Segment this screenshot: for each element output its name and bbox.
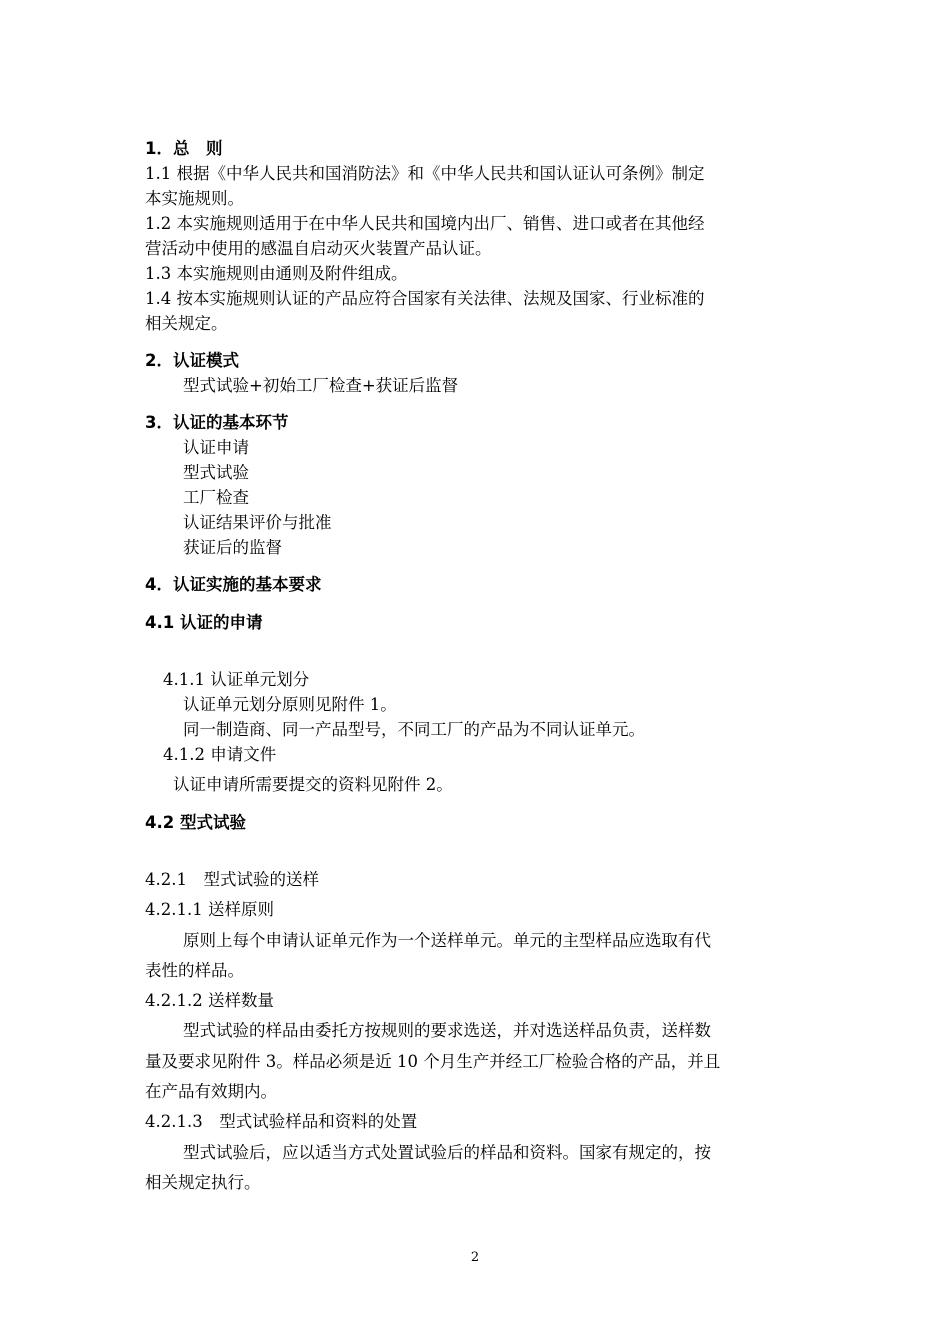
section-3-item: 型式试验 (183, 463, 249, 482)
section-3-item: 获证后的监督 (183, 538, 282, 557)
paragraph-4-2-1-3-line-1: 型式试验后，应以适当方式处置试验后的样品和资料。国家有规定的，按 (183, 1143, 711, 1162)
section-3-item: 认证结果评价与批准 (183, 513, 332, 532)
paragraph-1-4-line-1: 1.4 按本实施规则认证的产品应符合国家有关法律、法规及国家、行业标准的 (145, 289, 705, 308)
subsection-4-2-1-1: 4.2.1.1 送样原则 (145, 900, 274, 919)
paragraph-1-2-line-1: 1.2 本实施规则适用于在中华人民共和国境内出厂、销售、进口或者在其他经 (145, 214, 705, 233)
paragraph-4-2-1-2-line-2: 量及要求见附件 3。样品必须是近 10 个月生产并经工厂检验合格的产品，并且 (145, 1052, 721, 1071)
paragraph-4-2-1-1-line-1: 原则上每个申请认证单元作为一个送样单元。单元的主型样品应选取有代 (183, 931, 711, 950)
paragraph-1-2-line-2: 营活动中使用的感温自启动灭火装置产品认证。 (145, 239, 492, 258)
section-1-heading: 1．总 则 (145, 139, 223, 158)
section-3-item: 认证申请 (183, 438, 249, 457)
paragraph-1-4-line-2: 相关规定。 (145, 314, 228, 333)
paragraph-1-3: 1.3 本实施规则由通则及附件组成。 (145, 264, 408, 283)
paragraph-4-2-1-2-line-3: 在产品有效期内。 (145, 1082, 277, 1101)
subsection-4-2-1-2: 4.2.1.2 送样数量 (145, 991, 274, 1010)
page-number: 2 (470, 1250, 480, 1265)
subsection-4-2-1: 4.2.1 型式试验的送样 (145, 870, 319, 889)
paragraph-4-1-1-line-1: 认证单元划分原则见附件 1。 (183, 695, 397, 714)
paragraph-4-1-1-line-2: 同一制造商、同一产品型号，不同工厂的产品为不同认证单元。 (183, 720, 645, 739)
paragraph-1-1-line-1: 1.1 根据《中华人民共和国消防法》和《中华人民共和国认证认可条例》制定 (145, 164, 705, 183)
section-4-2-heading: 4.2 型式试验 (145, 813, 246, 832)
section-4-heading: 4．认证实施的基本要求 (145, 575, 322, 594)
paragraph-4-1-2: 认证申请所需要提交的资料见附件 2。 (173, 775, 453, 794)
paragraph-4-2-1-2-line-1: 型式试验的样品由委托方按规则的要求选送，并对选送样品负责，送样数 (183, 1021, 711, 1040)
paragraph-4-2-1-3-line-2: 相关规定执行。 (145, 1173, 261, 1192)
section-4-1-heading: 4.1 认证的申请 (145, 613, 263, 632)
section-3-item: 工厂检查 (183, 488, 249, 507)
section-2-body: 型式试验+初始工厂检查+获证后监督 (183, 376, 459, 395)
subsection-4-1-1: 4.1.1 认证单元划分 (163, 670, 310, 689)
subsection-4-1-2: 4.1.2 申请文件 (163, 745, 277, 764)
section-3-heading: 3．认证的基本环节 (145, 413, 289, 432)
subsection-4-2-1-3: 4.2.1.3 型式试验样品和资料的处置 (145, 1112, 418, 1131)
paragraph-1-1-line-2: 本实施规则。 (145, 189, 244, 208)
section-2-heading: 2．认证模式 (145, 351, 239, 370)
paragraph-4-2-1-1-line-2: 表性的样品。 (145, 961, 244, 980)
